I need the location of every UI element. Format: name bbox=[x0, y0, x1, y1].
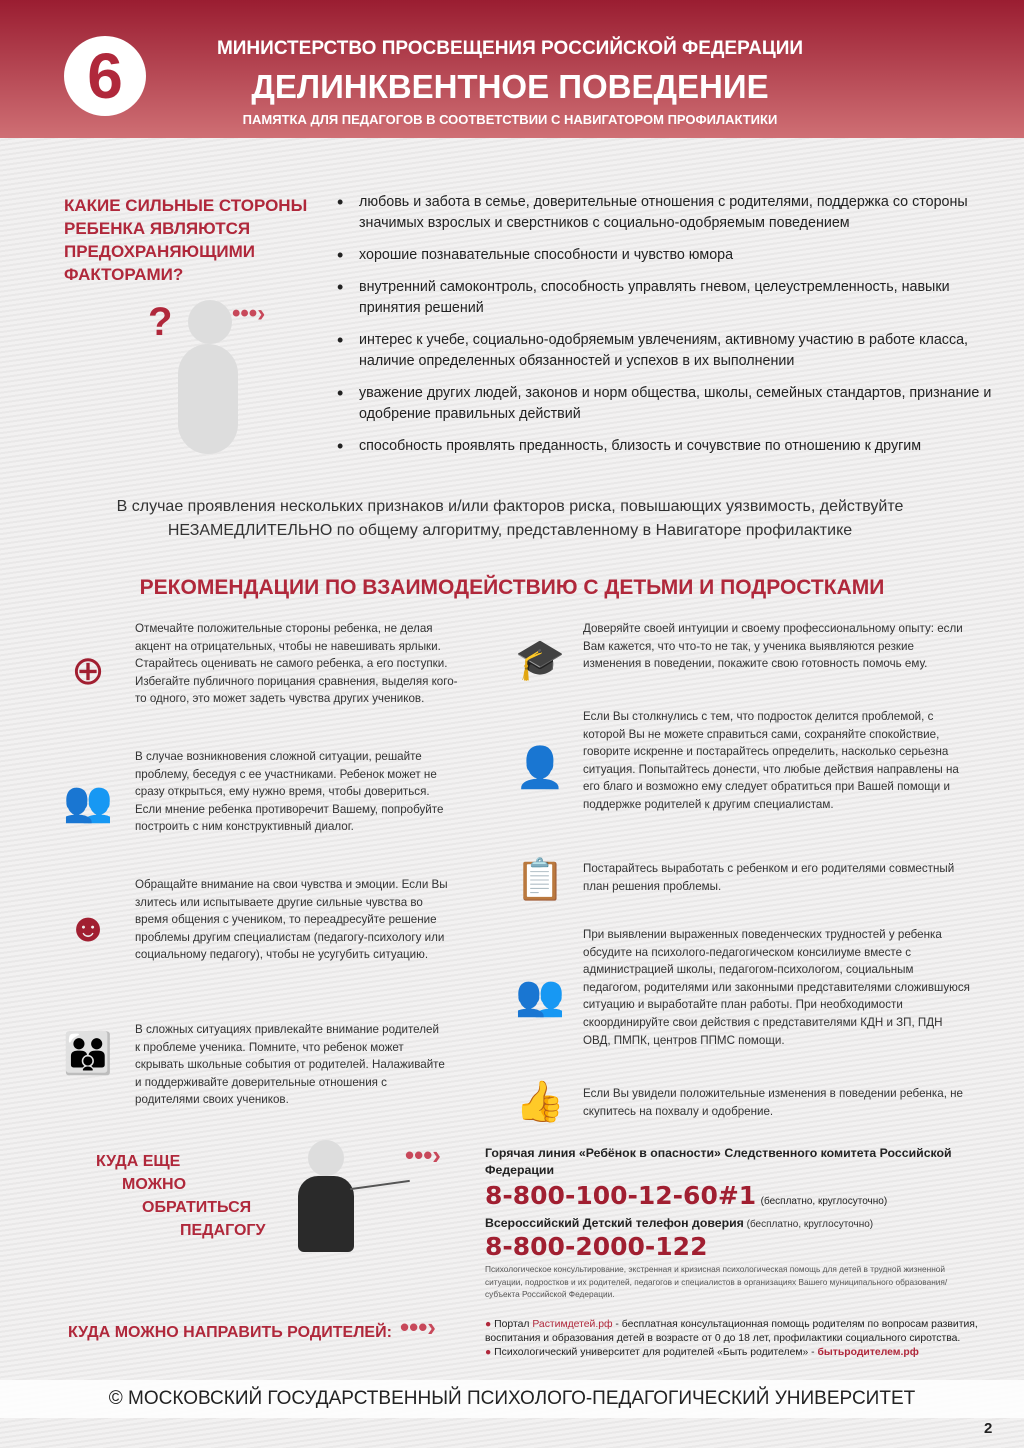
teacher-illustration bbox=[290, 1130, 400, 1255]
strengths-question: КАКИЕ СИЛЬНЫЕ СТОРОНЫ РЕБЕНКА ЯВЛЯЮТСЯ ПРЕДОХРАНЯЮЩИМИ ФАКТОРАМИ? bbox=[64, 196, 308, 284]
arrow-icon: •••› bbox=[405, 1140, 441, 1170]
page-subtitle: ПАМЯТКА ДЛЯ ПЕДАГОГОВ В СООТВЕТСТВИИ С НАВИГАТОРОМ ПРОФИЛАКТИКИ bbox=[242, 112, 778, 127]
recommendation-text: При выявлении выраженных поведенческих трудностей у ребенка обсудите на психолого-педагогическом консилиуме вместе с администрацией школы, педагогом-психологом, социальным педагогом, родителями или законными представителями сложившуюся ситуацию и выработайте план работы. При необходимости скоординируйте свои действия с представителями КДН и ЗП, ПДН ОВД, ПМПК, центров ППМС помощи. bbox=[583, 928, 970, 1047]
portal-prefix: Портал bbox=[494, 1319, 533, 1330]
heading-line: МОЖНО bbox=[122, 1176, 187, 1193]
list-item: • внутренний самоконтроль, способность управлять гневом, целеустремленность, навыки принятия решений bbox=[337, 277, 997, 319]
hotline1-note: (бесплатно, круглосуточно) bbox=[760, 1196, 888, 1207]
emotions-icon: ☻ bbox=[66, 906, 110, 950]
hotline2-title: Всероссийский Детский телефон доверия bbox=[485, 1216, 744, 1230]
page-title: ДЕЛИНКВЕНТНОЕ ПОВЕДЕНИЕ bbox=[251, 68, 769, 105]
recommendation-text: В сложных ситуациях привлекайте внимание родителей к проблеме ученика. Помните, что ребенок может скрывать школьные события от родителей. Налаживайте и поддерживайте доверительные отношения с родителями своих учеников. bbox=[135, 1023, 445, 1107]
recommendation-text: В случае возникновения сложной ситуации, решайте проблему, беседуя с ее участниками. Ребенок может не сразу открыться, ему нужно время, чтобы довериться. Если мнение ребенка противоречит Вашему, попробуйте построить с ним конструктивный диалог. bbox=[135, 750, 444, 834]
recommendation-text: Постарайтесь выработать с ребенком и его родителями совместный план решения проблемы. bbox=[583, 862, 955, 893]
list-item: • уважение других людей, законов и норм общества, школы, семейных стандартов, признание и одобрение правильных действий bbox=[337, 383, 997, 425]
conversation-icon: 👥 bbox=[63, 780, 113, 824]
heading-line: ПЕДАГОГУ bbox=[180, 1222, 266, 1239]
where-parents-heading: КУДА МОЖНО НАПРАВИТЬ РОДИТЕЛЕЙ: bbox=[68, 1324, 392, 1341]
family-icon: 👪 bbox=[63, 1032, 113, 1076]
strengths-list bbox=[337, 192, 997, 468]
figure-question-illustration: ? •••› bbox=[148, 300, 238, 470]
portal-description: Психологический университет для родителей «Быть родителем» - bbox=[494, 1347, 818, 1358]
meeting-icon: 👥 bbox=[515, 974, 565, 1018]
person-icon: 👤 bbox=[515, 746, 565, 790]
thumbs-up-icon: 👍 bbox=[515, 1080, 565, 1124]
hotline2-note: (бесплатно, круглосуточно) bbox=[746, 1219, 874, 1230]
recommendation-text: Если Вы столкнулись с тем, что подросток делится проблемой, с которой Вы не можете справиться сами, сохраняйте спокойствие, говорите искренне и постарайтесь определить, насколько серьезна ситуация. Попытайтесь донести, что любые действия направлены на его благо и возможно ему следует обратиться при Вашей помощи и поддержке родителей к другим специалистам. bbox=[583, 710, 959, 811]
logo: 6 bbox=[64, 36, 146, 116]
portal-byt-roditelem: ● Психологический университет для родителей «Быть родителем» - бытьродителем.рф bbox=[485, 1347, 919, 1358]
checklist-icon: 📋 bbox=[515, 858, 565, 902]
recommendation-text: Если Вы увидели положительные изменения в поведении ребенка, не скупитесь на похвалу и одобрение. bbox=[583, 1087, 963, 1118]
graduate-icon: 🎓 bbox=[515, 638, 565, 682]
plus-circle-icon: ⊕ bbox=[71, 649, 105, 693]
arrow-icon: •••› bbox=[400, 1312, 436, 1342]
bytroditelem-link[interactable]: бытьродителем.рф bbox=[817, 1347, 919, 1358]
footer-copyright: © МОСКОВСКИЙ ГОСУДАРСТВЕННЫЙ ПСИХОЛОГО-ПЕДАГОГИЧЕСКИЙ УНИВЕРСИТЕТ bbox=[0, 1380, 1024, 1418]
list-item: • хорошие познавательные способности и чувство юмора bbox=[337, 245, 997, 266]
where-teacher-heading bbox=[96, 1150, 276, 1242]
hotline1 bbox=[485, 1181, 887, 1217]
hotline1-title: Горячая линия «Ребёнок в опасности» Следственного комитета Российской Федерации bbox=[485, 1146, 952, 1177]
header bbox=[0, 0, 1024, 138]
rastimdetei-link[interactable]: Растимдетей.рф bbox=[532, 1319, 613, 1330]
list-item: • способность проявлять преданность, близость и сочувствие по отношению к другим bbox=[337, 436, 997, 457]
list-item: • любовь и забота в семье, доверительные отношения с родителями, поддержка со стороны значимых взрослых и сверстников с социально-одобряемым поведением bbox=[337, 192, 997, 234]
parents-resources bbox=[485, 1318, 995, 1360]
list-item: • интерес к учебе, социально-одобряемым увлечениям, активному участию в работе класса, наличие определенных обязанностей и успехов в их выполнении bbox=[337, 330, 997, 372]
urgent-note: В случае проявления нескольких признаков и/или факторов риска, повышающих уязвимость, действуйте НЕЗАМЕДЛИТЕЛЬНО по общему алгоритму, представленному в Навигаторе профилактике bbox=[116, 498, 904, 539]
heading-line: ОБРАТИТЬСЯ bbox=[142, 1199, 252, 1216]
hotline2-title-row bbox=[485, 1216, 873, 1230]
hotline1-phone[interactable]: 8-800-100-12-60#1 bbox=[485, 1181, 757, 1210]
recommendations-title: РЕКОМЕНДАЦИИ ПО ВЗАИМОДЕЙСТВИЮ С ДЕТЬМИ И ПОДРОСТКАМИ bbox=[139, 576, 885, 599]
ministry-name: МИНИСТЕРСТВО ПРОСВЕЩЕНИЯ РОССИЙСКОЙ ФЕДЕРАЦИИ bbox=[216, 38, 804, 59]
recommendation-text: Обращайте внимание на свои чувства и эмоции. Если Вы злитесь или испытываете другие сильные чувства во время общения с учеником, то переадресуйте решение проблемы другим специалистам (педагогу-психологу или социальному педагогу), чтобы не усугубить ситуацию. bbox=[135, 878, 448, 962]
recommendation-text: Доверяйте своей интуиции и своему профессиональному опыту: если Вам кажется, что что-то не так, у ученика выявляются резкие изменения в поведении, покажите свою готовность помочь ему. bbox=[583, 622, 963, 671]
hotline2-phone[interactable]: 8-800-2000-122 bbox=[485, 1232, 708, 1261]
portal-rastimdetei: ● Портал Растимдетей.рф - бесплатная консультационная помощь родителям по вопросам развития, воспитания и образования детей в возрасте от 0 до 18 лет, профилактики социального сиротства. bbox=[485, 1319, 978, 1344]
heading-line: КУДА ЕЩЕ bbox=[96, 1153, 181, 1170]
portal-description: - бесплатная консультационная помощь родителям по вопросам развития, воспитания и образования детей в возрасте от 0 до 18 лет, профилактики социального сиротства. bbox=[485, 1319, 978, 1344]
hotline2-description: Психологическое консультирование, экстренная и кризисная психологическая помощь для детей в трудной жизненной ситуации, подростков и их родителей, педагогов и специалистов в организациях Вашего муниципального образования/субъекта Российской Федерации. bbox=[485, 1264, 948, 1299]
recommendation-text: Отмечайте положительные стороны ребенка, не делая акцент на отрицательных, чтобы не навешивать ярлыки. Старайтесь оценивать не самого ребенка, а его поступки. Избегайте публичного порицания сравнения, выделяя кого-то одного, это может задеть чувства других учеников. bbox=[135, 622, 458, 706]
page-number: 2 bbox=[984, 1420, 993, 1437]
